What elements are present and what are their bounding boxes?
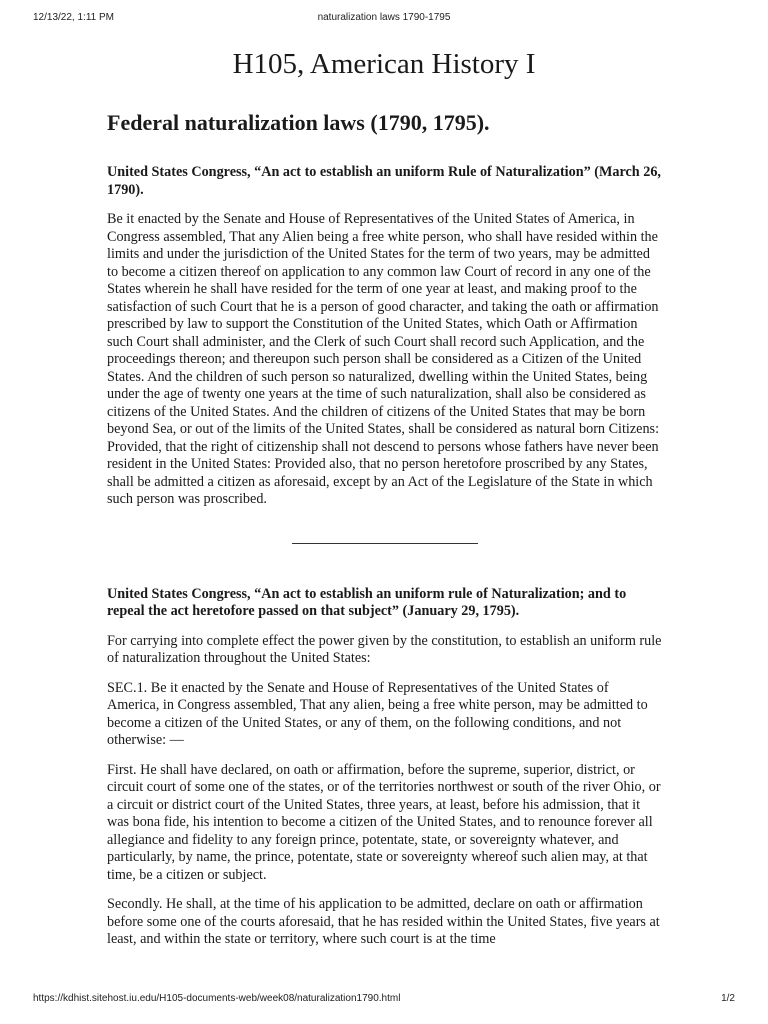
section-divider bbox=[292, 543, 478, 544]
act-1790-section bbox=[107, 164, 663, 509]
site-title: H105, American History I bbox=[232, 48, 536, 80]
act-1795-preamble: For carrying into complete effect the power given by the constitution, to establish an uniform rule of naturalization throughout the United States: bbox=[107, 632, 662, 666]
act-1790-body: Be it enacted by the Senate and House of Representatives of the United States of America, in Congress assembled, That any Alien being a free white person, who shall have resided within the limits and under the jurisdiction of the United States for the term of two years, may be admitted to become a citizen thereof on application to any common law Court of record in any one of the States wherein he shall have resided for the term of one year at least, and making proof to the satisfaction of such Court that he is a person of good character, and taking the oath or affirmation prescribed by law to support the Constitution of the United States, which Oath or Affirmation such Court shall administer, and the Clerk of such Court shall record such Application, and the proceedings thereon; and thereupon such person shall be considered as a Citizen of the United States. And the children of such person so naturalized, dwelling within the United States, being under the age of twenty one years at the time of such naturalization, shall also be considered as citizens of the United States. And the children of citizens of the United States that may be born beyond Sea, or out of the limits of the United States, shall be considered as natural born Citizens: Provided, that the right of citizenship shall not descend to persons whose fathers have never been resident in the United States: Provided also, that no person heretofore proscribed by any States, shall be admitted a citizen as aforesaid, except by an Act of the Legislature of the State in which such person was proscribed. bbox=[107, 211, 660, 507]
print-page-number: 1/2 bbox=[721, 993, 735, 1004]
document-content bbox=[107, 110, 663, 961]
act-1790-heading: United States Congress, “An act to establish an uniform Rule of Naturalization” (March 26, 1790). bbox=[107, 164, 661, 198]
print-datetime: 12/13/22, 1:11 PM bbox=[33, 12, 114, 23]
act-1795-first-condition: First. He shall have declared, on oath or affirmation, before the supreme, superior, district, or circuit court of some one of the states, or of the territories northwest or south of the river Ohio, or a circuit or district court of the United States, three years, at least, before his admission, that it was bona fide, his intention to become a citizen of the United States, and to renounce forever all allegiance and fidelity to any foreign prince, potentate, state, or sovereignty whatever, and particularly, by name, the prince, potentate, state or sovereignty whereof such alien may, at that time, be a citizen or subject. bbox=[107, 761, 661, 883]
print-header bbox=[33, 12, 735, 26]
print-page-title: naturalization laws 1790-1795 bbox=[317, 12, 451, 23]
act-1795-section bbox=[107, 586, 663, 949]
act-1795-second-condition: Secondly. He shall, at the time of his application to be admitted, declare on oath or affirmation before some one of the courts aforesaid, that he has resided within the United States, five years at least, and within the state or territory, where such court is at the time bbox=[107, 896, 660, 947]
print-footer bbox=[33, 993, 735, 1007]
act-1795-heading: United States Congress, “An act to establish an uniform rule of Naturalization; and to repeal the act heretofore passed on that subject” (January 29, 1795). bbox=[107, 585, 627, 619]
document-title: Federal naturalization laws (1790, 1795). bbox=[107, 110, 490, 135]
print-url: https://kdhist.sitehost.iu.edu/H105-documents-web/week08/naturalization1790.html bbox=[33, 993, 401, 1004]
act-1795-section-1: SEC.1. Be it enacted by the Senate and House of Representatives of the United States of America, in Congress assembled, That any alien, being a free white person, may be admitted to become a citizen of the United States, or any of them, on the following conditions, and not otherwise: — bbox=[107, 679, 648, 748]
